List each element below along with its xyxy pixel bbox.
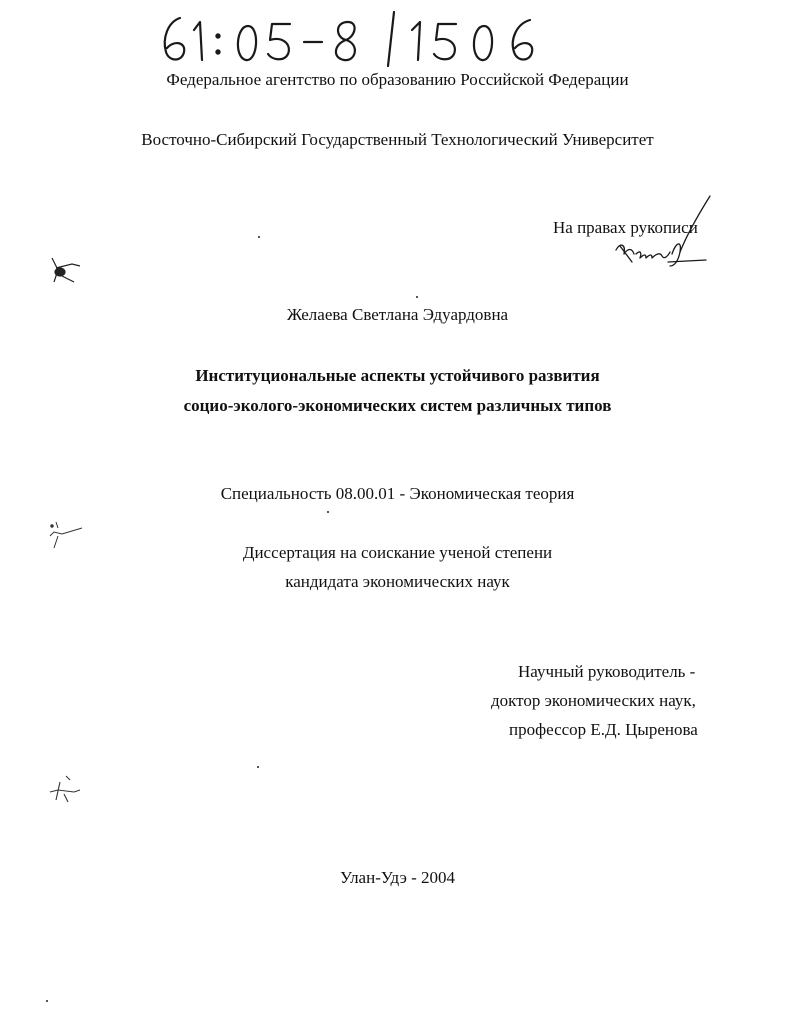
- scan-mark-3: [44, 772, 84, 806]
- advisor-line-2: доктор экономических наук,: [491, 691, 696, 710]
- handwritten-archive-code: [150, 8, 580, 70]
- manuscript-rights: На правах рукописи: [553, 218, 698, 237]
- degree-line-1: Диссертация на соискание ученой степени: [242, 543, 553, 562]
- city-year: Улан-Удэ - 2004: [339, 868, 456, 887]
- degree-line-2: кандидата экономических наук: [285, 572, 510, 591]
- agency-name: Федеральное агентство по образованию Российской Федерации: [166, 70, 629, 89]
- scan-speck: [327, 511, 329, 513]
- scan-speck: [258, 236, 260, 238]
- advisor-line-3: профессор Е.Д. Цыренова: [509, 720, 698, 739]
- author-signature: [610, 192, 720, 272]
- advisor-line-1: Научный руководитель -: [518, 662, 696, 681]
- author-name: Желаева Светлана Эдуардовна: [286, 305, 509, 324]
- dissertation-title-line-1: Институциональные аспекты устойчивого развития: [195, 366, 600, 385]
- dissertation-title-line-2: социо-эколого-экономических систем различных типов: [183, 396, 612, 415]
- scan-mark-2: [44, 518, 86, 552]
- scan-speck: [46, 1000, 48, 1002]
- scan-speck: [257, 766, 259, 768]
- scan-speck: [416, 296, 418, 298]
- specialty: Специальность 08.00.01 - Экономическая теория: [220, 484, 575, 503]
- scan-mark-1: [44, 252, 84, 288]
- university-name: Восточно-Сибирский Государственный Технологический Университет: [141, 130, 654, 149]
